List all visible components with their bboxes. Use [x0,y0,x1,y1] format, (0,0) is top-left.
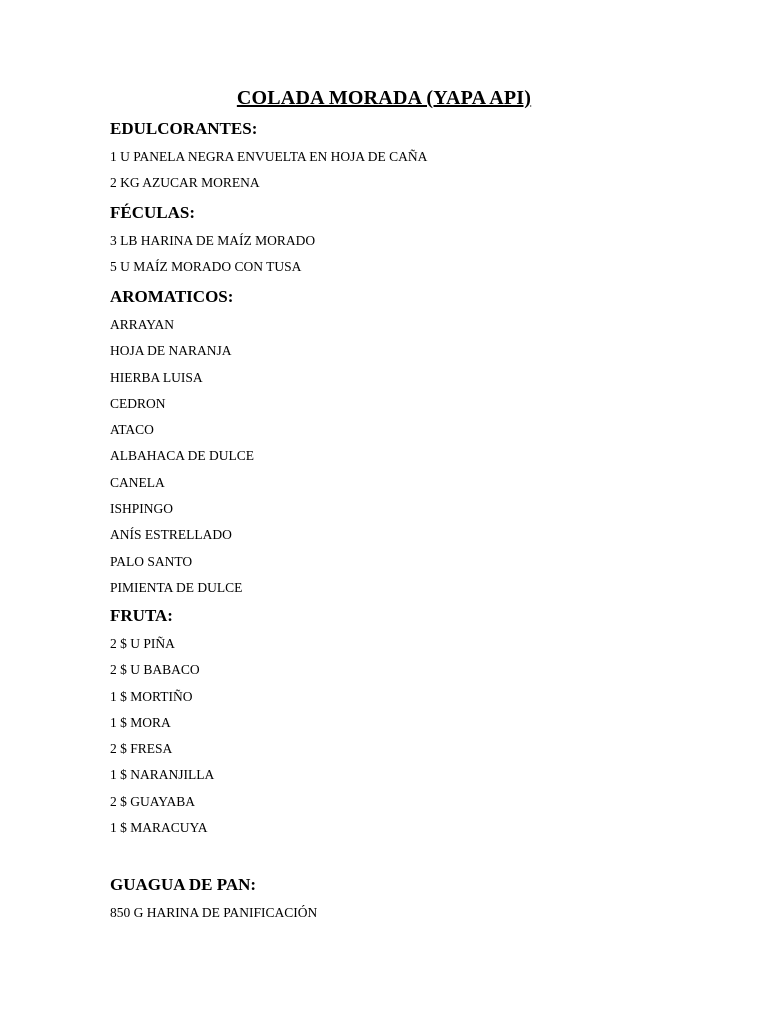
list-item: 1 $ MORA [110,714,171,730]
section-heading: EDULCORANTES: [110,119,258,138]
section-edulcorantes [110,118,710,197]
section-guagua-de-pan [110,874,710,926]
list-item: ALBAHACA DE DULCE [110,448,254,464]
list-item: ATACO [110,422,154,438]
section-heading: FRUTA: [110,606,173,625]
section-heading: FÉCULAS: [110,203,196,222]
section-fruta [110,605,710,841]
section-feculas [110,202,710,281]
list-item: 2 KG AZUCAR MORENA [110,175,260,191]
list-item: CANELA [110,474,165,490]
list-item: 2 $ FRESA [110,741,173,757]
list-item: 5 U MAÍZ MORADO CON TUSA [110,259,302,275]
list-item: ANÍS ESTRELLADO [110,527,232,543]
list-item: HOJA DE NARANJA [110,343,232,359]
list-item: 1 U PANELA NEGRA ENVUELTA EN HOJA DE CAÑA [110,149,428,164]
list-item: CEDRON [110,395,166,411]
list-item: 3 LB HARINA DE MAÍZ MORADO [110,233,316,248]
list-item: 850 G HARINA DE PANIFICACIÓN [110,905,318,920]
list-item: PIMIENTA DE DULCE [110,579,243,595]
list-item: 1 $ MARACUYA [110,820,208,836]
section-heading: AROMATICOS: [110,287,234,306]
section-aromaticos [110,286,710,601]
list-item: 2 $ GUAYABA [110,793,196,809]
list-item: ISHPINGO [110,501,174,517]
list-item: HIERBA LUISA [110,369,203,385]
list-item: PALO SANTO [110,553,193,569]
document-title: COLADA MORADA (YAPA API) [236,87,532,109]
list-item: ARRAYAN [110,317,175,332]
list-item: 1 $ MORTIÑO [110,688,193,704]
section-heading: GUAGUA DE PAN: [110,875,257,894]
list-item: 2 $ U PIÑA [110,636,175,651]
list-item: 2 $ U BABACO [110,662,200,678]
list-item: 1 $ NARANJILLA [110,767,215,783]
